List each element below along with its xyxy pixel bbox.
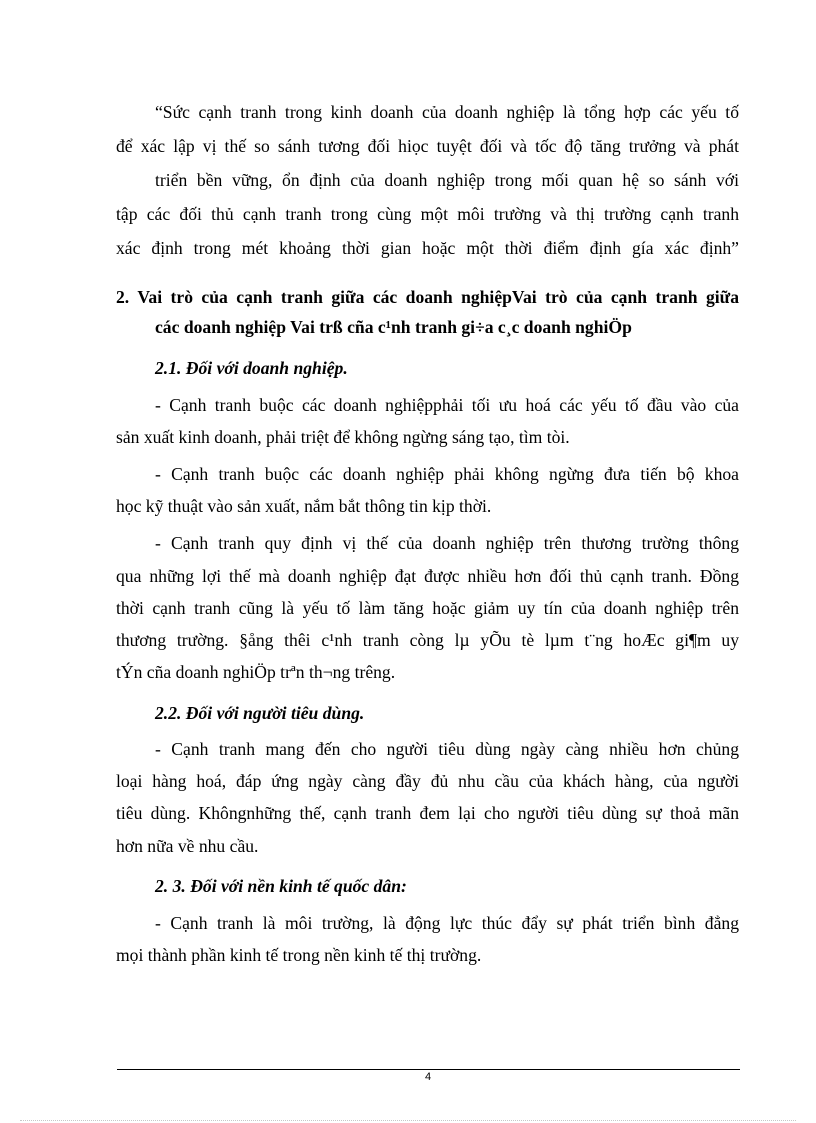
text-line: mọi thành phần kinh tế trong nền kinh tế thị trường. (116, 945, 482, 965)
subsection-heading: 2.2. Đối với người tiêu dùng. (155, 703, 365, 723)
subsection-heading: 2. 3. Đối với nền kinh tế quốc dân: (155, 876, 407, 896)
page-number: 4 (424, 1071, 432, 1083)
text-line: - Cạnh tranh mang đến cho người tiêu dùng ngày càng nhiều hơn chủng (155, 739, 739, 759)
heading-line: 2. Vai trò của cạnh tranh giữa các doanh nghiệpVai trò của cạnh tranh giữa (116, 287, 739, 307)
text-line: loại hàng hoá, đáp ứng ngày càng đầy đủ nhu cầu của khách hàng, của người (116, 771, 739, 791)
heading-line: các doanh nghiệp Vai trß cña c¹nh tranh gi÷a c¸c doanh nghiÖp (155, 317, 632, 337)
text-line: qua những lợi thế mà doanh nghiệp đạt được nhiều hơn đối thủ cạnh tranh. Đồng (116, 566, 739, 586)
text-line: “Sức cạnh tranh trong kinh doanh của doanh nghiệp là tổng hợp các yếu tố (155, 102, 739, 122)
text-line: tiêu dùng. Khôngnhững thế, cạnh tranh đem lại cho người tiêu dùng sự thoả mãn (116, 803, 739, 823)
text-line: triển bền vững, ổn định của doanh nghiệp trong mối quan hệ so sánh với (155, 170, 739, 190)
text-line: - Cạnh tranh buộc các doanh nghiệpphải tối ưu hoá các yếu tố đầu vào của (155, 395, 739, 415)
text-line: thương trường. §ång thêi c¹nh tranh còng lµ yÕu tè lµm t¨ng hoÆc gi¶m uy (116, 630, 739, 650)
text-line: xác định trong mét khoảng thời gian hoặc một thời điểm định gía xác định” (116, 238, 739, 258)
text-line: sản xuất kinh doanh, phải triệt để không ngừng sáng tạo, tìm tòi. (116, 427, 570, 447)
page-boundary (20, 1120, 796, 1121)
text-line: - Cạnh tranh quy định vị thế của doanh nghiệp trên thương trường thông (155, 533, 739, 553)
text-line: - Cạnh tranh là môi trường, là động lực thúc đẩy sự phát triển bình đẳng (155, 913, 739, 933)
text-line: thời cạnh tranh cũng là yếu tố làm tăng hoặc giảm uy tín của doanh nghiệp trên (116, 598, 739, 618)
text-line: - Cạnh tranh buộc các doanh nghiệp phải không ngừng đưa tiến bộ khoa (155, 464, 739, 484)
text-line: để xác lập vị thế so sánh tương đối hiọc tuyệt đối và tốc độ tăng trưởng và phát (116, 136, 739, 156)
text-line: học kỹ thuật vào sản xuất, nắm bắt thông tin kịp thời. (116, 496, 492, 516)
text-line: tÝn cña doanh nghiÖp trªn th¬ng trêng. (116, 662, 396, 682)
text-line: tập các đối thủ cạnh tranh trong cùng một môi trường và thị trường cạnh tranh (116, 204, 739, 224)
subsection-heading: 2.1. Đối với doanh nghiệp. (155, 358, 348, 378)
text-line: hơn nữa về nhu cầu. (116, 836, 259, 856)
